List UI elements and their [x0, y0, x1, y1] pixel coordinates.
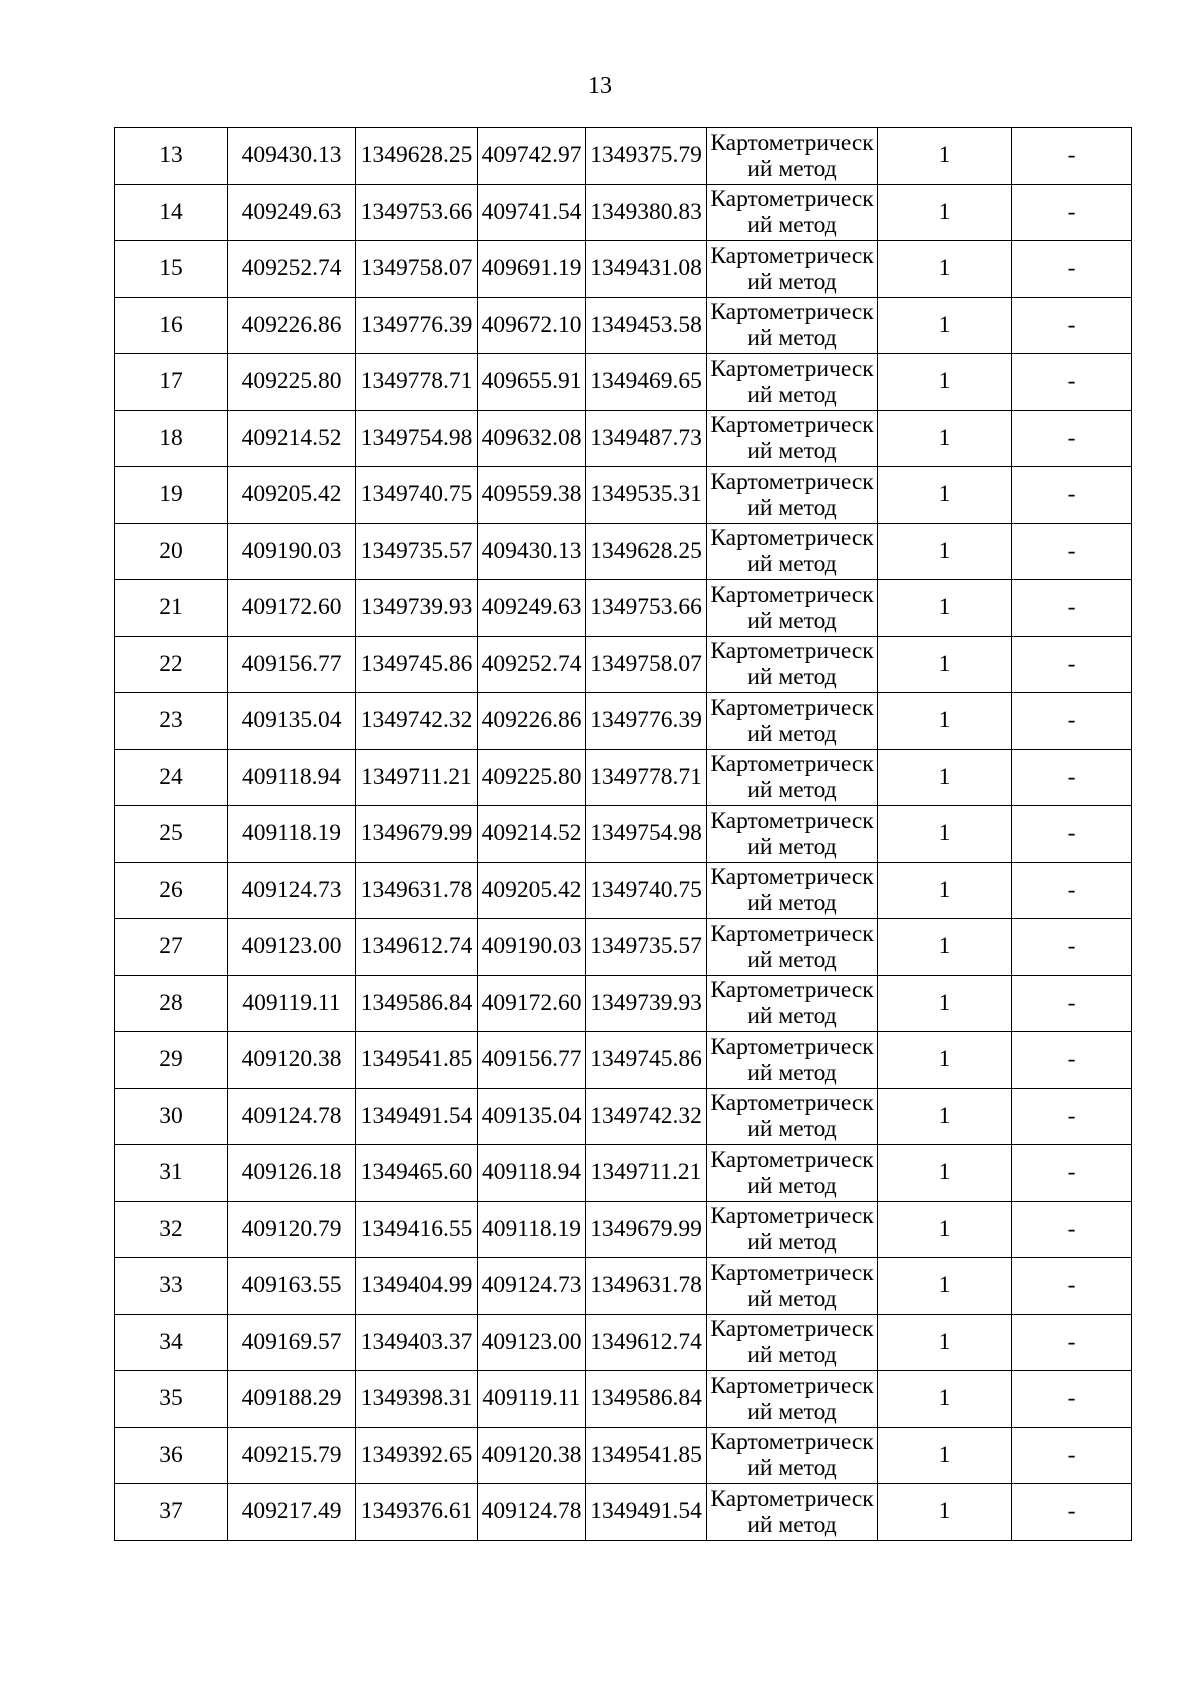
y-coordinate-cell: 1349376.61 — [356, 1484, 478, 1541]
x-coordinate-2-cell: 409118.19 — [478, 1201, 586, 1258]
point-number-cell: 16 — [115, 297, 228, 354]
y-coordinate-cell: 1349416.55 — [356, 1201, 478, 1258]
x-coordinate-cell: 409225.80 — [228, 354, 356, 411]
table-row — [115, 523, 1132, 580]
table-row — [115, 919, 1132, 976]
point-number-cell: 14 — [115, 184, 228, 241]
method-text-line-2: ий метод — [747, 1398, 837, 1425]
y-coordinate-cell: 1349679.99 — [356, 806, 478, 863]
y-coordinate-2-cell: 1349778.71 — [586, 749, 707, 806]
method-text-line-2: ий метод — [747, 155, 837, 182]
note-cell: - — [1012, 1145, 1132, 1202]
point-number-cell: 25 — [115, 806, 228, 863]
point-number-cell: 24 — [115, 749, 228, 806]
method-cell — [707, 1032, 878, 1089]
x-coordinate-2-cell: 409156.77 — [478, 1032, 586, 1089]
table-row — [115, 354, 1132, 411]
method-text-line-2: ий метод — [747, 777, 837, 804]
note-cell: - — [1012, 467, 1132, 524]
method-cell — [707, 862, 878, 919]
method-text-line-2: ий метод — [747, 1116, 837, 1143]
note-cell: - — [1012, 693, 1132, 750]
y-coordinate-cell: 1349465.60 — [356, 1145, 478, 1202]
method-text-line-1: Картометрическ — [710, 807, 874, 834]
x-coordinate-cell: 409252.74 — [228, 241, 356, 298]
y-coordinate-2-cell: 1349612.74 — [586, 1314, 707, 1371]
x-coordinate-cell: 409119.11 — [228, 975, 356, 1032]
note-cell: - — [1012, 1371, 1132, 1428]
x-coordinate-cell: 409118.19 — [228, 806, 356, 863]
table-row — [115, 1201, 1132, 1258]
x-coordinate-2-cell: 409172.60 — [478, 975, 586, 1032]
y-coordinate-cell: 1349586.84 — [356, 975, 478, 1032]
y-coordinate-2-cell: 1349735.57 — [586, 919, 707, 976]
y-coordinate-cell: 1349739.93 — [356, 580, 478, 637]
point-number-cell: 37 — [115, 1484, 228, 1541]
accuracy-cell: 1 — [878, 806, 1012, 863]
method-text-line-1: Картометрическ — [710, 1146, 874, 1173]
x-coordinate-2-cell: 409190.03 — [478, 919, 586, 976]
point-number-cell: 26 — [115, 862, 228, 919]
x-coordinate-2-cell: 409120.38 — [478, 1427, 586, 1484]
x-coordinate-cell: 409120.79 — [228, 1201, 356, 1258]
y-coordinate-2-cell: 1349535.31 — [586, 467, 707, 524]
method-cell — [707, 1314, 878, 1371]
table-row — [115, 1088, 1132, 1145]
method-cell — [707, 1427, 878, 1484]
y-coordinate-cell: 1349392.65 — [356, 1427, 478, 1484]
method-text-line-2: ий метод — [747, 1172, 837, 1199]
y-coordinate-cell: 1349776.39 — [356, 297, 478, 354]
method-cell — [707, 919, 878, 976]
y-coordinate-cell: 1349740.75 — [356, 467, 478, 524]
table-row — [115, 693, 1132, 750]
point-number-cell: 17 — [115, 354, 228, 411]
y-coordinate-cell: 1349631.78 — [356, 862, 478, 919]
x-coordinate-2-cell: 409672.10 — [478, 297, 586, 354]
note-cell: - — [1012, 919, 1132, 976]
point-number-cell: 35 — [115, 1371, 228, 1428]
table-row — [115, 806, 1132, 863]
note-cell: - — [1012, 749, 1132, 806]
table-row — [115, 862, 1132, 919]
x-coordinate-cell: 409249.63 — [228, 184, 356, 241]
note-cell: - — [1012, 862, 1132, 919]
method-text-line-2: ий метод — [747, 607, 837, 634]
accuracy-cell: 1 — [878, 749, 1012, 806]
x-coordinate-cell: 409430.13 — [228, 128, 356, 185]
y-coordinate-cell: 1349745.86 — [356, 636, 478, 693]
page-number: 13 — [588, 73, 612, 99]
method-cell — [707, 297, 878, 354]
accuracy-cell: 1 — [878, 975, 1012, 1032]
note-cell: - — [1012, 1427, 1132, 1484]
table-body — [115, 128, 1132, 1541]
x-coordinate-cell: 409214.52 — [228, 410, 356, 467]
method-text-line-2: ий метод — [747, 664, 837, 691]
x-coordinate-2-cell: 409214.52 — [478, 806, 586, 863]
y-coordinate-2-cell: 1349754.98 — [586, 806, 707, 863]
table-row — [115, 410, 1132, 467]
point-number-cell: 20 — [115, 523, 228, 580]
method-cell — [707, 580, 878, 637]
point-number-cell: 34 — [115, 1314, 228, 1371]
x-coordinate-2-cell: 409225.80 — [478, 749, 586, 806]
coordinates-table — [114, 127, 1132, 1541]
y-coordinate-2-cell: 1349375.79 — [586, 128, 707, 185]
note-cell: - — [1012, 241, 1132, 298]
x-coordinate-cell: 409169.57 — [228, 1314, 356, 1371]
method-text-line-1: Картометрическ — [710, 525, 874, 552]
method-text-line-2: ий метод — [747, 1229, 837, 1256]
accuracy-cell: 1 — [878, 693, 1012, 750]
table-row — [115, 1032, 1132, 1089]
x-coordinate-2-cell: 409742.97 — [478, 128, 586, 185]
y-coordinate-cell: 1349754.98 — [356, 410, 478, 467]
x-coordinate-2-cell: 409123.00 — [478, 1314, 586, 1371]
point-number-cell: 27 — [115, 919, 228, 976]
x-coordinate-cell: 409205.42 — [228, 467, 356, 524]
accuracy-cell: 1 — [878, 467, 1012, 524]
accuracy-cell: 1 — [878, 1314, 1012, 1371]
x-coordinate-cell: 409163.55 — [228, 1258, 356, 1315]
y-coordinate-cell: 1349612.74 — [356, 919, 478, 976]
y-coordinate-cell: 1349398.31 — [356, 1371, 478, 1428]
method-cell — [707, 1258, 878, 1315]
y-coordinate-2-cell: 1349380.83 — [586, 184, 707, 241]
y-coordinate-2-cell: 1349758.07 — [586, 636, 707, 693]
method-text-line-1: Картометрическ — [710, 864, 874, 891]
point-number-cell: 22 — [115, 636, 228, 693]
x-coordinate-2-cell: 409430.13 — [478, 523, 586, 580]
method-cell — [707, 241, 878, 298]
method-text-line-1: Картометрическ — [710, 1485, 874, 1512]
table-row — [115, 636, 1132, 693]
x-coordinate-cell: 409126.18 — [228, 1145, 356, 1202]
x-coordinate-2-cell: 409691.19 — [478, 241, 586, 298]
y-coordinate-2-cell: 1349491.54 — [586, 1484, 707, 1541]
method-cell — [707, 184, 878, 241]
x-coordinate-2-cell: 409124.73 — [478, 1258, 586, 1315]
x-coordinate-2-cell: 409118.94 — [478, 1145, 586, 1202]
y-coordinate-cell: 1349778.71 — [356, 354, 478, 411]
method-text-line-2: ий метод — [747, 494, 837, 521]
accuracy-cell: 1 — [878, 1484, 1012, 1541]
y-coordinate-2-cell: 1349628.25 — [586, 523, 707, 580]
y-coordinate-cell: 1349758.07 — [356, 241, 478, 298]
accuracy-cell: 1 — [878, 241, 1012, 298]
method-text-line-2: ий метод — [747, 268, 837, 295]
accuracy-cell: 1 — [878, 919, 1012, 976]
method-text-line-2: ий метод — [747, 946, 837, 973]
method-text-line-2: ий метод — [747, 1511, 837, 1538]
table-row — [115, 1427, 1132, 1484]
accuracy-cell: 1 — [878, 184, 1012, 241]
note-cell: - — [1012, 1201, 1132, 1258]
y-coordinate-2-cell: 1349586.84 — [586, 1371, 707, 1428]
table-row — [115, 184, 1132, 241]
x-coordinate-2-cell: 409135.04 — [478, 1088, 586, 1145]
method-text-line-2: ий метод — [747, 1455, 837, 1482]
note-cell: - — [1012, 184, 1132, 241]
y-coordinate-2-cell: 1349745.86 — [586, 1032, 707, 1089]
x-coordinate-cell: 409124.78 — [228, 1088, 356, 1145]
x-coordinate-2-cell: 409226.86 — [478, 693, 586, 750]
method-text-line-2: ий метод — [747, 1059, 837, 1086]
note-cell: - — [1012, 1314, 1132, 1371]
accuracy-cell: 1 — [878, 128, 1012, 185]
y-coordinate-cell: 1349404.99 — [356, 1258, 478, 1315]
method-cell — [707, 1088, 878, 1145]
y-coordinate-2-cell: 1349453.58 — [586, 297, 707, 354]
point-number-cell: 33 — [115, 1258, 228, 1315]
method-cell — [707, 1484, 878, 1541]
x-coordinate-2-cell: 409741.54 — [478, 184, 586, 241]
x-coordinate-cell: 409120.38 — [228, 1032, 356, 1089]
method-text-line-2: ий метод — [747, 438, 837, 465]
accuracy-cell: 1 — [878, 410, 1012, 467]
x-coordinate-2-cell: 409559.38 — [478, 467, 586, 524]
point-number-cell: 23 — [115, 693, 228, 750]
accuracy-cell: 1 — [878, 523, 1012, 580]
note-cell: - — [1012, 636, 1132, 693]
y-coordinate-cell: 1349711.21 — [356, 749, 478, 806]
method-text-line-1: Картометрическ — [710, 751, 874, 778]
method-cell — [707, 467, 878, 524]
table-row — [115, 1145, 1132, 1202]
method-text-line-1: Картометрическ — [710, 299, 874, 326]
accuracy-cell: 1 — [878, 1145, 1012, 1202]
y-coordinate-2-cell: 1349740.75 — [586, 862, 707, 919]
method-text-line-1: Картометрическ — [710, 412, 874, 439]
point-number-cell: 15 — [115, 241, 228, 298]
accuracy-cell: 1 — [878, 1427, 1012, 1484]
note-cell: - — [1012, 580, 1132, 637]
point-number-cell: 28 — [115, 975, 228, 1032]
method-cell — [707, 410, 878, 467]
y-coordinate-2-cell: 1349631.78 — [586, 1258, 707, 1315]
accuracy-cell: 1 — [878, 862, 1012, 919]
method-cell — [707, 749, 878, 806]
method-cell — [707, 1145, 878, 1202]
point-number-cell: 21 — [115, 580, 228, 637]
note-cell: - — [1012, 354, 1132, 411]
x-coordinate-cell: 409135.04 — [228, 693, 356, 750]
point-number-cell: 32 — [115, 1201, 228, 1258]
y-coordinate-2-cell: 1349753.66 — [586, 580, 707, 637]
x-coordinate-cell: 409190.03 — [228, 523, 356, 580]
y-coordinate-2-cell: 1349711.21 — [586, 1145, 707, 1202]
method-cell — [707, 806, 878, 863]
table-row — [115, 580, 1132, 637]
point-number-cell: 18 — [115, 410, 228, 467]
method-text-line-2: ий метод — [747, 833, 837, 860]
y-coordinate-2-cell: 1349431.08 — [586, 241, 707, 298]
method-text-line-1: Картометрическ — [710, 694, 874, 721]
note-cell: - — [1012, 1088, 1132, 1145]
accuracy-cell: 1 — [878, 354, 1012, 411]
method-text-line-1: Картометрическ — [710, 355, 874, 382]
table-row — [115, 128, 1132, 185]
method-cell — [707, 1201, 878, 1258]
accuracy-cell: 1 — [878, 1371, 1012, 1428]
method-text-line-1: Картометрическ — [710, 1203, 874, 1230]
table-row — [115, 975, 1132, 1032]
x-coordinate-cell: 409217.49 — [228, 1484, 356, 1541]
note-cell: - — [1012, 975, 1132, 1032]
note-cell: - — [1012, 523, 1132, 580]
y-coordinate-cell: 1349753.66 — [356, 184, 478, 241]
x-coordinate-2-cell: 409249.63 — [478, 580, 586, 637]
x-coordinate-cell: 409226.86 — [228, 297, 356, 354]
method-cell — [707, 975, 878, 1032]
y-coordinate-2-cell: 1349541.85 — [586, 1427, 707, 1484]
x-coordinate-cell: 409172.60 — [228, 580, 356, 637]
method-cell — [707, 636, 878, 693]
method-cell — [707, 1371, 878, 1428]
note-cell: - — [1012, 410, 1132, 467]
point-number-cell: 36 — [115, 1427, 228, 1484]
method-text-line-2: ий метод — [747, 551, 837, 578]
y-coordinate-cell: 1349541.85 — [356, 1032, 478, 1089]
x-coordinate-cell: 409156.77 — [228, 636, 356, 693]
method-text-line-1: Картометрическ — [710, 638, 874, 665]
method-text-line-2: ий метод — [747, 212, 837, 239]
method-cell — [707, 128, 878, 185]
x-coordinate-cell: 409188.29 — [228, 1371, 356, 1428]
x-coordinate-cell: 409124.73 — [228, 862, 356, 919]
y-coordinate-cell: 1349403.37 — [356, 1314, 478, 1371]
note-cell: - — [1012, 806, 1132, 863]
method-text-line-2: ий метод — [747, 1285, 837, 1312]
y-coordinate-2-cell: 1349487.73 — [586, 410, 707, 467]
x-coordinate-cell: 409118.94 — [228, 749, 356, 806]
table-row — [115, 467, 1132, 524]
point-number-cell: 30 — [115, 1088, 228, 1145]
table-row — [115, 749, 1132, 806]
table-row — [115, 241, 1132, 298]
method-text-line-1: Картометрическ — [710, 1372, 874, 1399]
x-coordinate-cell: 409215.79 — [228, 1427, 356, 1484]
y-coordinate-2-cell: 1349739.93 — [586, 975, 707, 1032]
method-text-line-1: Картометрическ — [710, 242, 874, 269]
y-coordinate-2-cell: 1349679.99 — [586, 1201, 707, 1258]
point-number-cell: 29 — [115, 1032, 228, 1089]
method-cell — [707, 354, 878, 411]
method-text-line-2: ий метод — [747, 1003, 837, 1030]
method-text-line-1: Картометрическ — [710, 977, 874, 1004]
accuracy-cell: 1 — [878, 297, 1012, 354]
method-text-line-1: Картометрическ — [710, 129, 874, 156]
y-coordinate-cell: 1349628.25 — [356, 128, 478, 185]
note-cell: - — [1012, 128, 1132, 185]
x-coordinate-2-cell: 409124.78 — [478, 1484, 586, 1541]
accuracy-cell: 1 — [878, 1088, 1012, 1145]
accuracy-cell: 1 — [878, 1032, 1012, 1089]
method-text-line-1: Картометрическ — [710, 1316, 874, 1343]
note-cell: - — [1012, 1484, 1132, 1541]
y-coordinate-cell: 1349735.57 — [356, 523, 478, 580]
x-coordinate-cell: 409123.00 — [228, 919, 356, 976]
note-cell: - — [1012, 1032, 1132, 1089]
method-text-line-1: Картометрическ — [710, 581, 874, 608]
table-row — [115, 1371, 1132, 1428]
x-coordinate-2-cell: 409119.11 — [478, 1371, 586, 1428]
method-text-line-2: ий метод — [747, 381, 837, 408]
y-coordinate-cell: 1349491.54 — [356, 1088, 478, 1145]
x-coordinate-2-cell: 409632.08 — [478, 410, 586, 467]
accuracy-cell: 1 — [878, 636, 1012, 693]
method-text-line-1: Картометрическ — [710, 468, 874, 495]
method-text-line-1: Картометрическ — [710, 1033, 874, 1060]
method-text-line-1: Картометрическ — [710, 920, 874, 947]
method-cell — [707, 523, 878, 580]
x-coordinate-2-cell: 409252.74 — [478, 636, 586, 693]
method-text-line-1: Картометрическ — [710, 1259, 874, 1286]
accuracy-cell: 1 — [878, 580, 1012, 637]
table-row — [115, 1314, 1132, 1371]
method-text-line-1: Картометрическ — [710, 1090, 874, 1117]
method-text-line-2: ий метод — [747, 720, 837, 747]
table-row — [115, 297, 1132, 354]
y-coordinate-2-cell: 1349469.65 — [586, 354, 707, 411]
table-row — [115, 1484, 1132, 1541]
method-cell — [707, 693, 878, 750]
method-text-line-1: Картометрическ — [710, 186, 874, 213]
x-coordinate-2-cell: 409205.42 — [478, 862, 586, 919]
y-coordinate-2-cell: 1349742.32 — [586, 1088, 707, 1145]
method-text-line-2: ий метод — [747, 325, 837, 352]
point-number-cell: 19 — [115, 467, 228, 524]
y-coordinate-2-cell: 1349776.39 — [586, 693, 707, 750]
method-text-line-2: ий метод — [747, 1342, 837, 1369]
accuracy-cell: 1 — [878, 1201, 1012, 1258]
point-number-cell: 31 — [115, 1145, 228, 1202]
y-coordinate-cell: 1349742.32 — [356, 693, 478, 750]
point-number-cell: 13 — [115, 128, 228, 185]
x-coordinate-2-cell: 409655.91 — [478, 354, 586, 411]
accuracy-cell: 1 — [878, 1258, 1012, 1315]
note-cell: - — [1012, 297, 1132, 354]
table-row — [115, 1258, 1132, 1315]
note-cell: - — [1012, 1258, 1132, 1315]
method-text-line-1: Картометрическ — [710, 1429, 874, 1456]
method-text-line-2: ий метод — [747, 890, 837, 917]
